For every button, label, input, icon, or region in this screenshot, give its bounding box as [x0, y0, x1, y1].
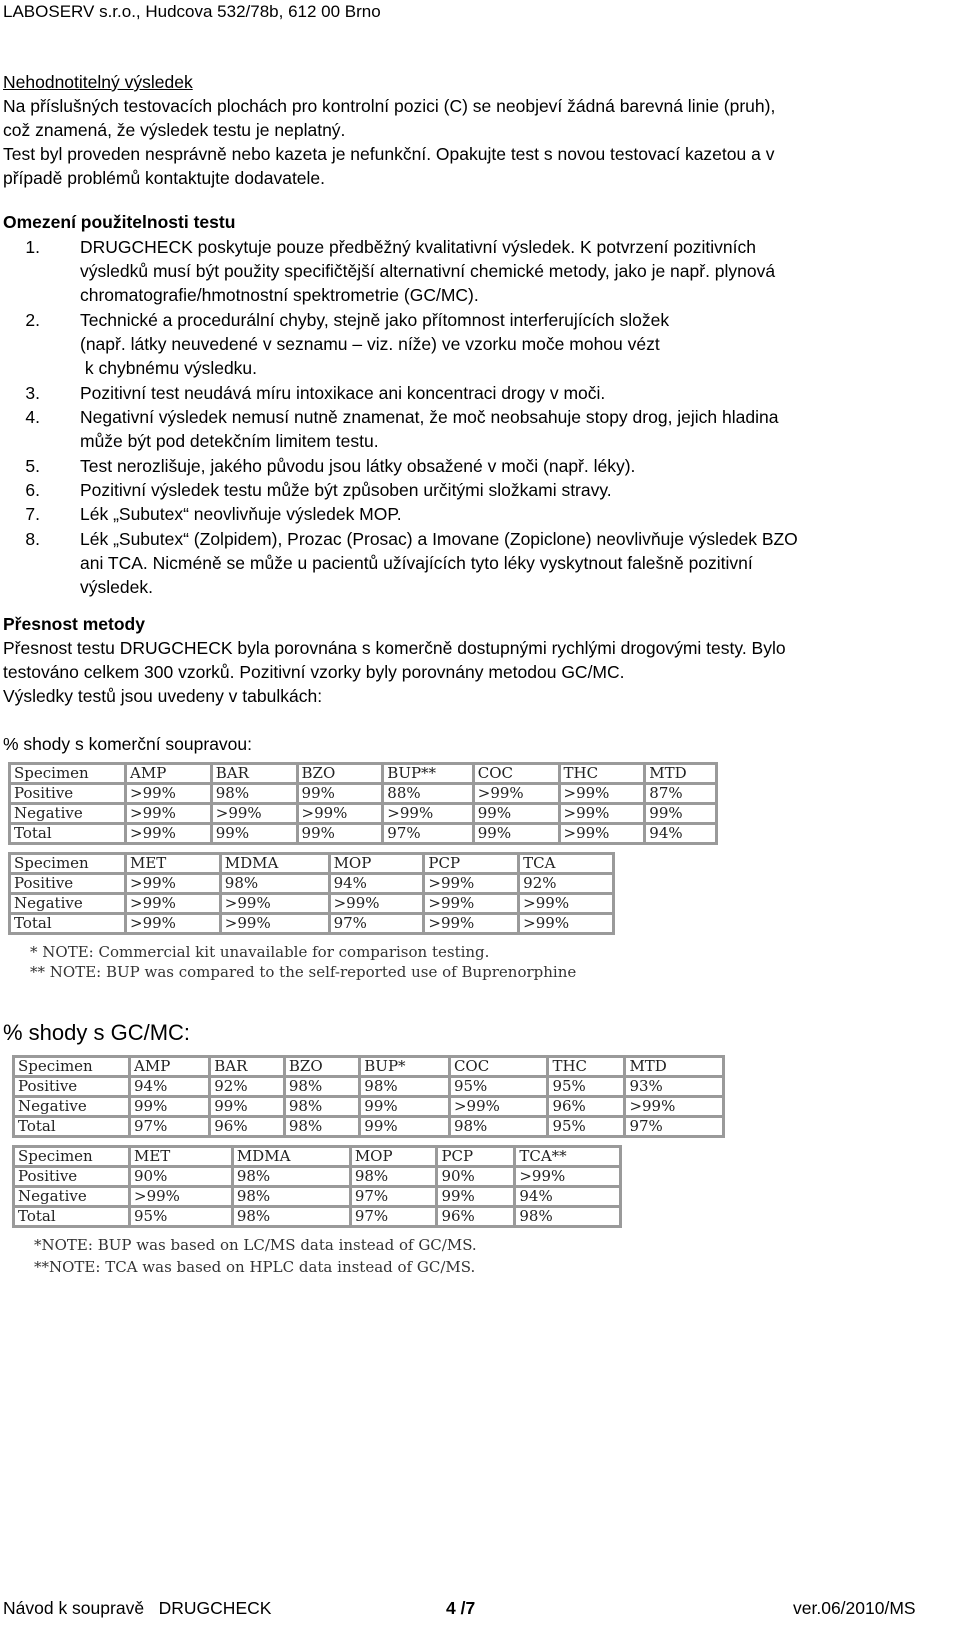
invalid-result-title: Nehodnotitelný výsledek	[3, 72, 193, 92]
table-cell: AMP	[130, 1057, 210, 1077]
row-header-cell: Negative	[14, 1187, 130, 1207]
table-cell: 99%	[473, 824, 559, 844]
table-cell: >99%	[329, 894, 424, 914]
table-cell: BZO	[284, 1057, 359, 1077]
table-cell: 98%	[284, 1077, 359, 1097]
table2-note: *NOTE: BUP was based on LC/MS data instead of GC/MS.	[34, 1236, 477, 1254]
row-header-cell: Total	[10, 824, 126, 844]
row-header-cell: Specimen	[10, 854, 126, 874]
table-row	[14, 1097, 724, 1117]
table-row	[10, 784, 717, 804]
row-header-cell: Specimen	[14, 1057, 130, 1077]
limitation-line: Pozitivní test neudává míru intoxikace ani koncentraci drogy v moči.	[80, 382, 606, 403]
table-cell: >99%	[559, 784, 645, 804]
table-cell: 99%	[130, 1097, 210, 1117]
table-cell: THC	[548, 1057, 625, 1077]
limitation-line: Lék „Subutex“ neovlivňuje výsledek MOP.	[80, 504, 402, 525]
table-cell: >99%	[130, 1187, 233, 1207]
limitation-line: Technické a procedurální chyby, stejně jako přítomnost interferujících složek	[80, 309, 670, 330]
table-row	[10, 874, 614, 894]
table-cell: >99%	[126, 894, 221, 914]
table-cell: 95%	[449, 1077, 548, 1097]
row-header-cell: Negative	[10, 804, 126, 824]
limitation-line: výsledků musí být použity specifičtější alternativní chemické metody, jako je např. plynová	[80, 261, 776, 281]
limitation-number: 8.	[25, 528, 40, 549]
table-cell: MDMA	[232, 1147, 350, 1167]
table-cell: 98%	[220, 874, 329, 894]
limitation-text	[80, 381, 940, 405]
table-cell: 98%	[360, 1077, 450, 1097]
table-row	[14, 1207, 621, 1227]
table-cell: 93%	[625, 1077, 724, 1097]
table-cell: 99%	[297, 824, 383, 844]
table-cell: MET	[130, 1147, 233, 1167]
table-row	[10, 804, 717, 824]
limitation-line: k chybnému výsledku.	[80, 357, 258, 378]
limitation-text	[80, 308, 940, 380]
table-cell: 97%	[350, 1207, 437, 1227]
table-cell: >99%	[297, 804, 383, 824]
table-cell: >99%	[473, 784, 559, 804]
table-cell: 98%	[232, 1207, 350, 1227]
table-row	[10, 764, 717, 784]
table-row	[14, 1117, 724, 1137]
table-cell: 92%	[519, 874, 614, 894]
table-cell: BZO	[297, 764, 383, 784]
table1-block2	[8, 852, 615, 935]
table-cell: 99%	[360, 1097, 450, 1117]
limitation-line: Lék „Subutex“ (Zolpidem), Prozac (Prosac) a Imovane (Zopiclone) neovlivňuje výsledek BZO	[80, 528, 798, 549]
table-row	[14, 1077, 724, 1097]
table-cell: 97%	[329, 914, 424, 934]
table-cell: MTD	[645, 764, 717, 784]
limitation-line: DRUGCHECK poskytuje pouze předběžný kvalitativní výsledek. K potvrzení pozitivních	[80, 237, 756, 257]
limitation-number: 2.	[25, 309, 40, 330]
table-cell: 88%	[383, 784, 473, 804]
table-cell: MTD	[625, 1057, 724, 1077]
row-header-cell: Total	[10, 914, 126, 934]
table-cell: >99%	[126, 804, 212, 824]
footer-doc-name: Návod k soupravě DRUGCHECK	[3, 1598, 272, 1618]
table-cell: BAR	[210, 1057, 285, 1077]
table-cell: 94%	[130, 1077, 210, 1097]
table-cell: 95%	[130, 1207, 233, 1227]
table-cell: >99%	[211, 804, 297, 824]
table2-block1	[12, 1055, 725, 1138]
table-cell: 99%	[360, 1117, 450, 1137]
row-header-cell: Negative	[14, 1097, 130, 1117]
table-cell: >99%	[424, 914, 519, 934]
invalid-result-line: což znamená, že výsledek testu je neplatný.	[3, 120, 346, 140]
table-cell: >99%	[625, 1097, 724, 1117]
limitation-line: chromatografie/hmotnostní spektrometrie (GC/MC).	[80, 285, 479, 305]
row-header-cell: Total	[14, 1117, 130, 1137]
table2-note: **NOTE: TCA was based on HPLC data instead of GC/MS.	[34, 1258, 476, 1276]
table-cell: >99%	[126, 914, 221, 934]
row-header-cell: Specimen	[14, 1147, 130, 1167]
table-cell: 94%	[515, 1187, 621, 1207]
table-cell: 99%	[297, 784, 383, 804]
table-cell: 95%	[548, 1077, 625, 1097]
table-row	[10, 854, 614, 874]
table-cell: 98%	[211, 784, 297, 804]
table-cell: 87%	[645, 784, 717, 804]
table-cell: >99%	[424, 894, 519, 914]
accuracy-title: Přesnost metody	[3, 614, 145, 634]
limitation-line: výsledek.	[80, 576, 153, 597]
table-cell: MDMA	[220, 854, 329, 874]
table-cell: >99%	[519, 914, 614, 934]
limitation-line: Negativní výsledek nemusí nutně znamenat, že moč neobsahuje stopy drog, jejich hladina	[80, 407, 779, 428]
invalid-result-line: Test byl proveden nesprávně nebo kazeta je nefunkční. Opakujte test s novou testovací kazetou a v	[3, 144, 775, 164]
accuracy-text	[3, 636, 958, 708]
table-row	[10, 824, 717, 844]
table-cell: 96%	[437, 1207, 515, 1227]
table-row	[14, 1187, 621, 1207]
limitation-number: 6.	[25, 480, 40, 500]
accuracy-line: Výsledky testů jsou uvedeny v tabulkách:	[3, 686, 323, 706]
page-header: LABOSERV s.r.o., Hudcova 532/78b, 612 00 Brno	[3, 2, 381, 21]
table-row	[14, 1057, 724, 1077]
table-cell: 99%	[645, 804, 717, 824]
table-cell: 98%	[284, 1117, 359, 1137]
row-header-cell: Positive	[14, 1167, 130, 1187]
table-cell: >99%	[126, 784, 212, 804]
table-cell: >99%	[126, 874, 221, 894]
table-cell: 98%	[232, 1187, 350, 1207]
table-cell: >99%	[449, 1097, 548, 1117]
row-header-cell: Total	[14, 1207, 130, 1227]
table-cell: >99%	[519, 894, 614, 914]
accuracy-line: testováno celkem 300 vzorků. Pozitivní vzorky byly porovnány metodou GC/MC.	[3, 662, 625, 682]
table-cell: TCA**	[515, 1147, 621, 1167]
table-cell: 99%	[437, 1187, 515, 1207]
table-cell: COC	[449, 1057, 548, 1077]
table-cell: 97%	[625, 1117, 724, 1137]
table-cell: 90%	[130, 1167, 233, 1187]
table1-note: ** NOTE: BUP was compared to the self-reported use of Buprenorphine	[30, 963, 577, 981]
table-cell: BUP*	[360, 1057, 450, 1077]
table-cell: 97%	[350, 1187, 437, 1207]
limitation-number: 4.	[25, 407, 40, 428]
limitation-text	[80, 527, 940, 599]
footer-version: ver.06/2010/MS	[793, 1598, 916, 1618]
limitation-text	[80, 405, 940, 453]
table-cell: 99%	[210, 1097, 285, 1117]
limitation-number: 3.	[25, 382, 40, 403]
table-cell: MOP	[329, 854, 424, 874]
table-cell: >99%	[559, 804, 645, 824]
row-header-cell: Specimen	[10, 764, 126, 784]
table-cell: 98%	[515, 1207, 621, 1227]
table-cell: 99%	[473, 804, 559, 824]
invalid-result-line: případě problémů kontaktujte dodavatele.	[3, 168, 326, 188]
table-cell: >99%	[220, 914, 329, 934]
table-cell: TCA	[519, 854, 614, 874]
limitation-line: Pozitivní výsledek testu může být způsoben určitými složkami stravy.	[80, 480, 612, 500]
limitation-text	[80, 478, 940, 502]
table-cell: 95%	[548, 1117, 625, 1137]
row-header-cell: Positive	[10, 784, 126, 804]
table-cell: BUP**	[383, 764, 473, 784]
table-cell: 98%	[449, 1117, 548, 1137]
limitation-number: 5.	[25, 455, 40, 476]
table-cell: 92%	[210, 1077, 285, 1097]
table-row	[10, 914, 614, 934]
table-cell: >99%	[559, 824, 645, 844]
table-row	[14, 1147, 621, 1167]
table-cell: 97%	[383, 824, 473, 844]
table-cell: 98%	[350, 1167, 437, 1187]
table-cell: >99%	[220, 894, 329, 914]
table-cell: 90%	[437, 1167, 515, 1187]
row-header-cell: Negative	[10, 894, 126, 914]
table2-caption: % shody s GC/MC:	[3, 1020, 191, 1045]
table-cell: MET	[126, 854, 221, 874]
table-cell: 96%	[210, 1117, 285, 1137]
table-cell: 97%	[130, 1117, 210, 1137]
footer-page-number: 4 /7	[446, 1598, 476, 1618]
table1-block1	[8, 762, 718, 845]
invalid-result-section	[3, 70, 953, 190]
row-header-cell: Positive	[14, 1077, 130, 1097]
table2-block2	[12, 1145, 622, 1228]
limitation-line: může být pod detekčním limitem testu.	[80, 431, 379, 452]
limitations-list	[0, 235, 960, 595]
invalid-result-line: Na příslušných testovacích plochách pro kontrolní pozici (C) se neobjeví žádná barevná linie (pruh),	[3, 96, 776, 116]
table-cell: MOP	[350, 1147, 437, 1167]
limitation-text	[80, 235, 940, 307]
table-cell: 98%	[232, 1167, 350, 1187]
table1-caption: % shody s komerční soupravou:	[3, 734, 253, 754]
table-cell: AMP	[126, 764, 212, 784]
table1-note: * NOTE: Commercial kit unavailable for comparison testing.	[30, 943, 490, 961]
row-header-cell: Positive	[10, 874, 126, 894]
limitation-line: Test nerozlišuje, jakého původu jsou látky obsažené v moči (např. léky).	[80, 455, 636, 476]
accuracy-line: Přesnost testu DRUGCHECK byla porovnána s komerčně dostupnými rychlými drogovými testy. Bylo	[3, 638, 786, 658]
table-cell: >99%	[126, 824, 212, 844]
limitation-line: ani TCA. Nicméně se může u pacientů užívajících tyto léky vyskytnout falešně pozitivní	[80, 552, 753, 573]
table-cell: COC	[473, 764, 559, 784]
table-cell: >99%	[383, 804, 473, 824]
table-cell: 94%	[329, 874, 424, 894]
limitation-number: 7.	[25, 504, 40, 525]
limitation-line: (např. látky neuvedené v seznamu – viz. níže) ve vzorku moče mohou vézt	[80, 333, 660, 354]
table-cell: 96%	[548, 1097, 625, 1117]
table-cell: 98%	[284, 1097, 359, 1117]
table-row	[14, 1167, 621, 1187]
table-cell: 99%	[211, 824, 297, 844]
table-cell: >99%	[424, 874, 519, 894]
table-cell: 94%	[645, 824, 717, 844]
table-cell: BAR	[211, 764, 297, 784]
limitation-text	[80, 502, 940, 526]
limitations-title: Omezení použitelnosti testu	[3, 212, 236, 232]
table-row	[10, 894, 614, 914]
table-cell: PCP	[437, 1147, 515, 1167]
limitation-number: 1.	[25, 237, 40, 257]
table-cell: >99%	[515, 1167, 621, 1187]
table-cell: PCP	[424, 854, 519, 874]
table-cell: THC	[559, 764, 645, 784]
limitation-text	[80, 454, 940, 478]
